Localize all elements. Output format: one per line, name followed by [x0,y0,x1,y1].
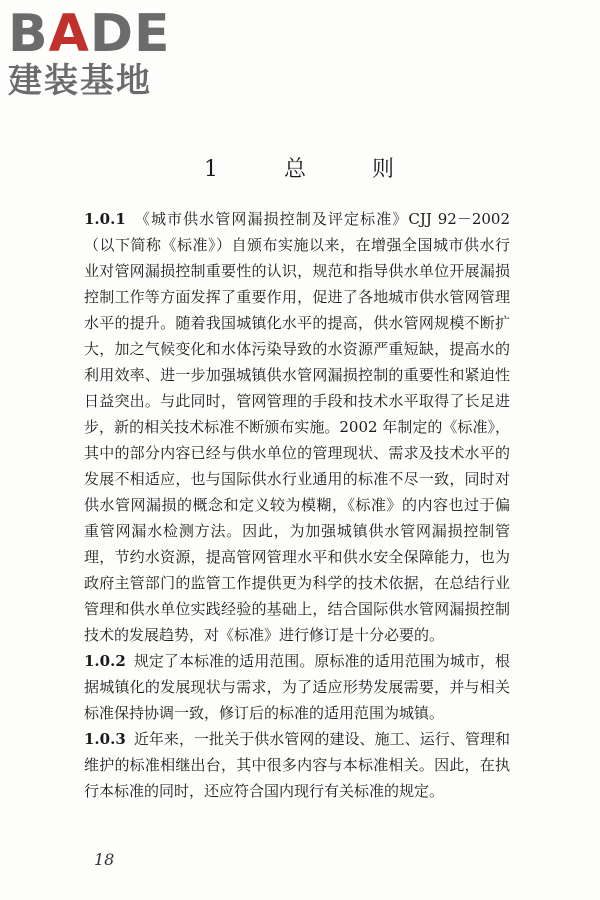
clause-text: 规定了本标准的适用范围。原标准的适用范围为城市，根据城镇化的发展现状与需求，为了适应形势发展需要，并与相关标准保持协调一致，修订后的标准的适用范围为城镇。 [84,652,510,722]
clause-text: 近年来，一批关于供水管网的建设、施工、运行、管理和维护的标准相继出台，其中很多内容与本标准相关。因此，在执行本标准的同时，还应符合国内现行有关标准的规定。 [84,730,510,800]
page-number: 18 [94,850,115,869]
clause-number: 1.0.2 [84,652,126,670]
bade-logo [8,4,178,101]
clause-number: 1.0.1 [84,210,126,228]
clause-text: 《城市供水管网漏损控制及评定标准》CJJ 92－2002（以下简称《标准》）自颁布实施以来，在增强全国城市供水行业对管网漏损控制重要性的认识，规范和指导供水单位开展漏损控制工作等方面发挥了重要作用，促进了各地城市供水管网管理水平的提升。随着我国城镇化水平的提高，供水管网规模不断扩大，加之气候变化和水体污染导致的水资源严重短缺，提高水的利用效率、进一步加强城镇供水管网漏损控制的重要性和紧迫性日益突出。与此同时，管网管理的手段和技术水平取得了长足进步，新的相关技术标准不断颁布实施。2002 年制定的《标准》，其中的部分内容已经与供水单位的管理现状、需求及技术水平的发展不相适应，也与国际供水行业通用的标准不尽一致，同时对供水管网漏损的概念和定义较为模糊，《标准》的内容也过于偏重管网漏水检测方法。因此，为加强城镇供水管网漏损控制管理，节约水资源，提高管网管理水平和供水安全保障能力，也为政府主管部门的监管工作提供更为科学的技术依据，在总结行业管理和供水单位实践经验的基础上，结合国际供水管网漏损控制技术的发展趋势，对《标准》进行修订是十分必要的。 [84,210,510,644]
chapter-title [0,152,600,183]
logo-chinese-name: 建装基地 [8,61,152,101]
logo-wordmark: BADE [8,4,171,64]
logo-accent-letter: A [48,4,90,64]
chapter-body [84,206,510,804]
chapter-title-part1: 总 [283,157,308,182]
chapter-title-part2: 则 [372,157,397,182]
clause-1-0-2 [84,648,510,726]
clause-1-0-3 [84,726,510,804]
chapter-number: 1 [203,157,220,182]
clause-1-0-1 [84,206,510,648]
clause-number: 1.0.3 [84,730,126,748]
